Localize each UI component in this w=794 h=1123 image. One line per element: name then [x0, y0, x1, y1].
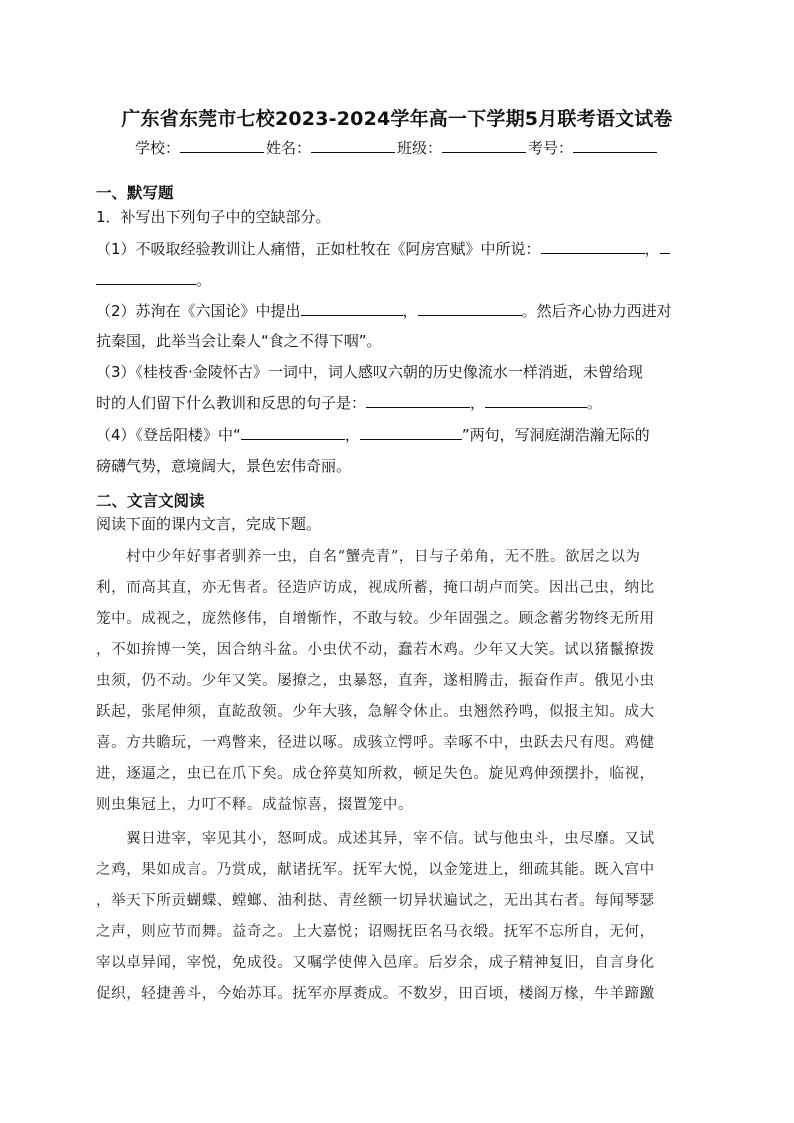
fill-blank: [360, 425, 462, 440]
passage-line: 喜。方共瞻玩，一鸡瞥来，径进以啄。成骇立愕呼。幸啄不中，虫跃去尺有咫。鸡健: [96, 735, 655, 751]
part-2-comma: ，: [402, 302, 418, 320]
passage-line: 宰以卓异闻，宰悦，免成役。又嘱学使俾入邑庠。后岁余，成子精神复旧，自言身化: [96, 955, 655, 971]
school-label: 学校：: [134, 139, 180, 157]
passage-line: 促织，轻捷善斗，今始苏耳。抚军亦厚赉成。不数岁，田百顷，楼阁万椽，牛羊蹄躈: [96, 986, 655, 1002]
fill-blank: [96, 270, 196, 285]
question-1-part-3-line-1: （3）《桂枝香·金陵怀古》一词中，词人感叹六朝的历史像流水一样消逝，未曾给现: [96, 363, 643, 381]
name-label: 姓名：: [265, 139, 311, 157]
fill-blank: [241, 425, 345, 440]
fill-blank: [660, 239, 670, 254]
part-2-text: （2）苏洵在《六国论》中提出: [96, 302, 301, 320]
passage-line: 之声，则应节而舞。益奇之。上大嘉悦；诏赐抚臣名马衣缎。抚军不忘所自，无何，: [96, 924, 655, 940]
number-blank: [573, 138, 657, 153]
question-1-stem: 1．补写出下列句子中的空缺部分。: [96, 208, 331, 226]
question-1-part-2-line-1: [96, 300, 700, 321]
passage-line: ，举天下所贡蝴蝶、螳螂、油利挞、青丝额一切异状遍试之，无出其右者。每闻琴瑟: [96, 893, 655, 909]
passage-line: 进，逐逼之，虫已在爪下矣。成仓猝莫知所救，顿足失色。旋见鸡伸颈摆扑，临视，: [96, 766, 655, 782]
passage-line: 村中少年好事者驯养一虫，自名“蟹壳青”，日与子弟角，无不胜。欲居之以为: [96, 549, 641, 565]
class-label: 班级：: [397, 139, 443, 157]
fill-blank: [541, 239, 645, 254]
class-blank: [442, 138, 526, 153]
question-1-part-1-line-2: [96, 269, 700, 290]
part-1-end: 。: [196, 271, 212, 289]
question-1-part-4-line-1: [96, 424, 700, 445]
passage-line: 之鸡，果如成言。乃赏成，献诸抚军。抚军大悦，以金笼进上，细疏其能。既入宫中: [96, 862, 655, 878]
question-1-part-3-line-2: [96, 392, 700, 413]
passage-line: 笼中。成视之，庞然修伟，自增惭怍，不敢与较。少年固强之。顾念蓄劣物终无所用: [96, 611, 655, 627]
part-4-text: （4）《登岳阳楼》中“: [96, 426, 241, 444]
student-info-row: [0, 137, 794, 158]
section-heading-classical-reading: 二、文言文阅读: [96, 492, 205, 510]
question-1-part-4-line-2: 磅礴气势，意境阔大，景色宏伟奇丽。: [96, 457, 352, 475]
fill-blank: [418, 301, 522, 316]
fill-blank: [301, 301, 403, 316]
part-1-text: （1）不吸取经验教训让人痛惜，正如杜牧在《阿房宫赋》中所说：: [96, 240, 541, 258]
part-1-comma: ，: [644, 240, 660, 258]
school-blank: [180, 138, 264, 153]
passage-line: 利，而高其直，亦无售者。径造庐访成，视成所蓄，掩口胡卢而笑。因出己虫，纳比: [96, 580, 655, 596]
part-4-tail: ”两句，写洞庭湖浩瀚无际的: [461, 426, 650, 444]
passage-line: 则虫集冠上，力叮不释。成益惊喜，掇置笼中。: [96, 797, 414, 813]
reading-intro: 阅读下面的课内文言，完成下题。: [96, 515, 322, 533]
fill-blank: [366, 393, 470, 408]
passage-line: 翼日进宰，宰见其小，怒呵成。成述其异，宰不信。试与他虫斗，虫尽靡。又试: [96, 831, 655, 847]
page-title: 广东省东莞市七校2023-2024学年高一下学期5月联考语文试卷: [121, 108, 673, 130]
part-2-tail: 。然后齐心协力西进对: [521, 302, 672, 320]
name-blank: [311, 138, 395, 153]
question-1-part-1-line-1: [96, 238, 700, 259]
fill-blank: [485, 393, 587, 408]
section-heading-dictation: 一、默写题: [96, 184, 174, 202]
number-label: 考号：: [528, 139, 574, 157]
question-1-part-2-line-2: 抗秦国，此举当会让秦人“食之不得下咽”。: [96, 332, 382, 350]
part-3-comma: ，: [470, 394, 486, 412]
part-3-end: 。: [587, 394, 603, 412]
part-4-comma: ，: [344, 426, 360, 444]
part-3-text: 时的人们留下什么教训和反思的句子是：: [96, 394, 367, 412]
passage-line: ，不如拚博一笑，因合纳斗盆。小虫伏不动，蠢若木鸡。少年又大笑。试以猪鬣撩拨: [96, 642, 655, 658]
passage-line: 虫须，仍不动。少年又笑。屡撩之，虫暴怒，直奔，遂相腾击，振奋作声。俄见小虫: [96, 673, 655, 689]
passage-line: 跃起，张尾伸须，直龁敌领。少年大骇，急解令休止。虫翘然矜鸣，似报主知。成大: [96, 704, 655, 720]
